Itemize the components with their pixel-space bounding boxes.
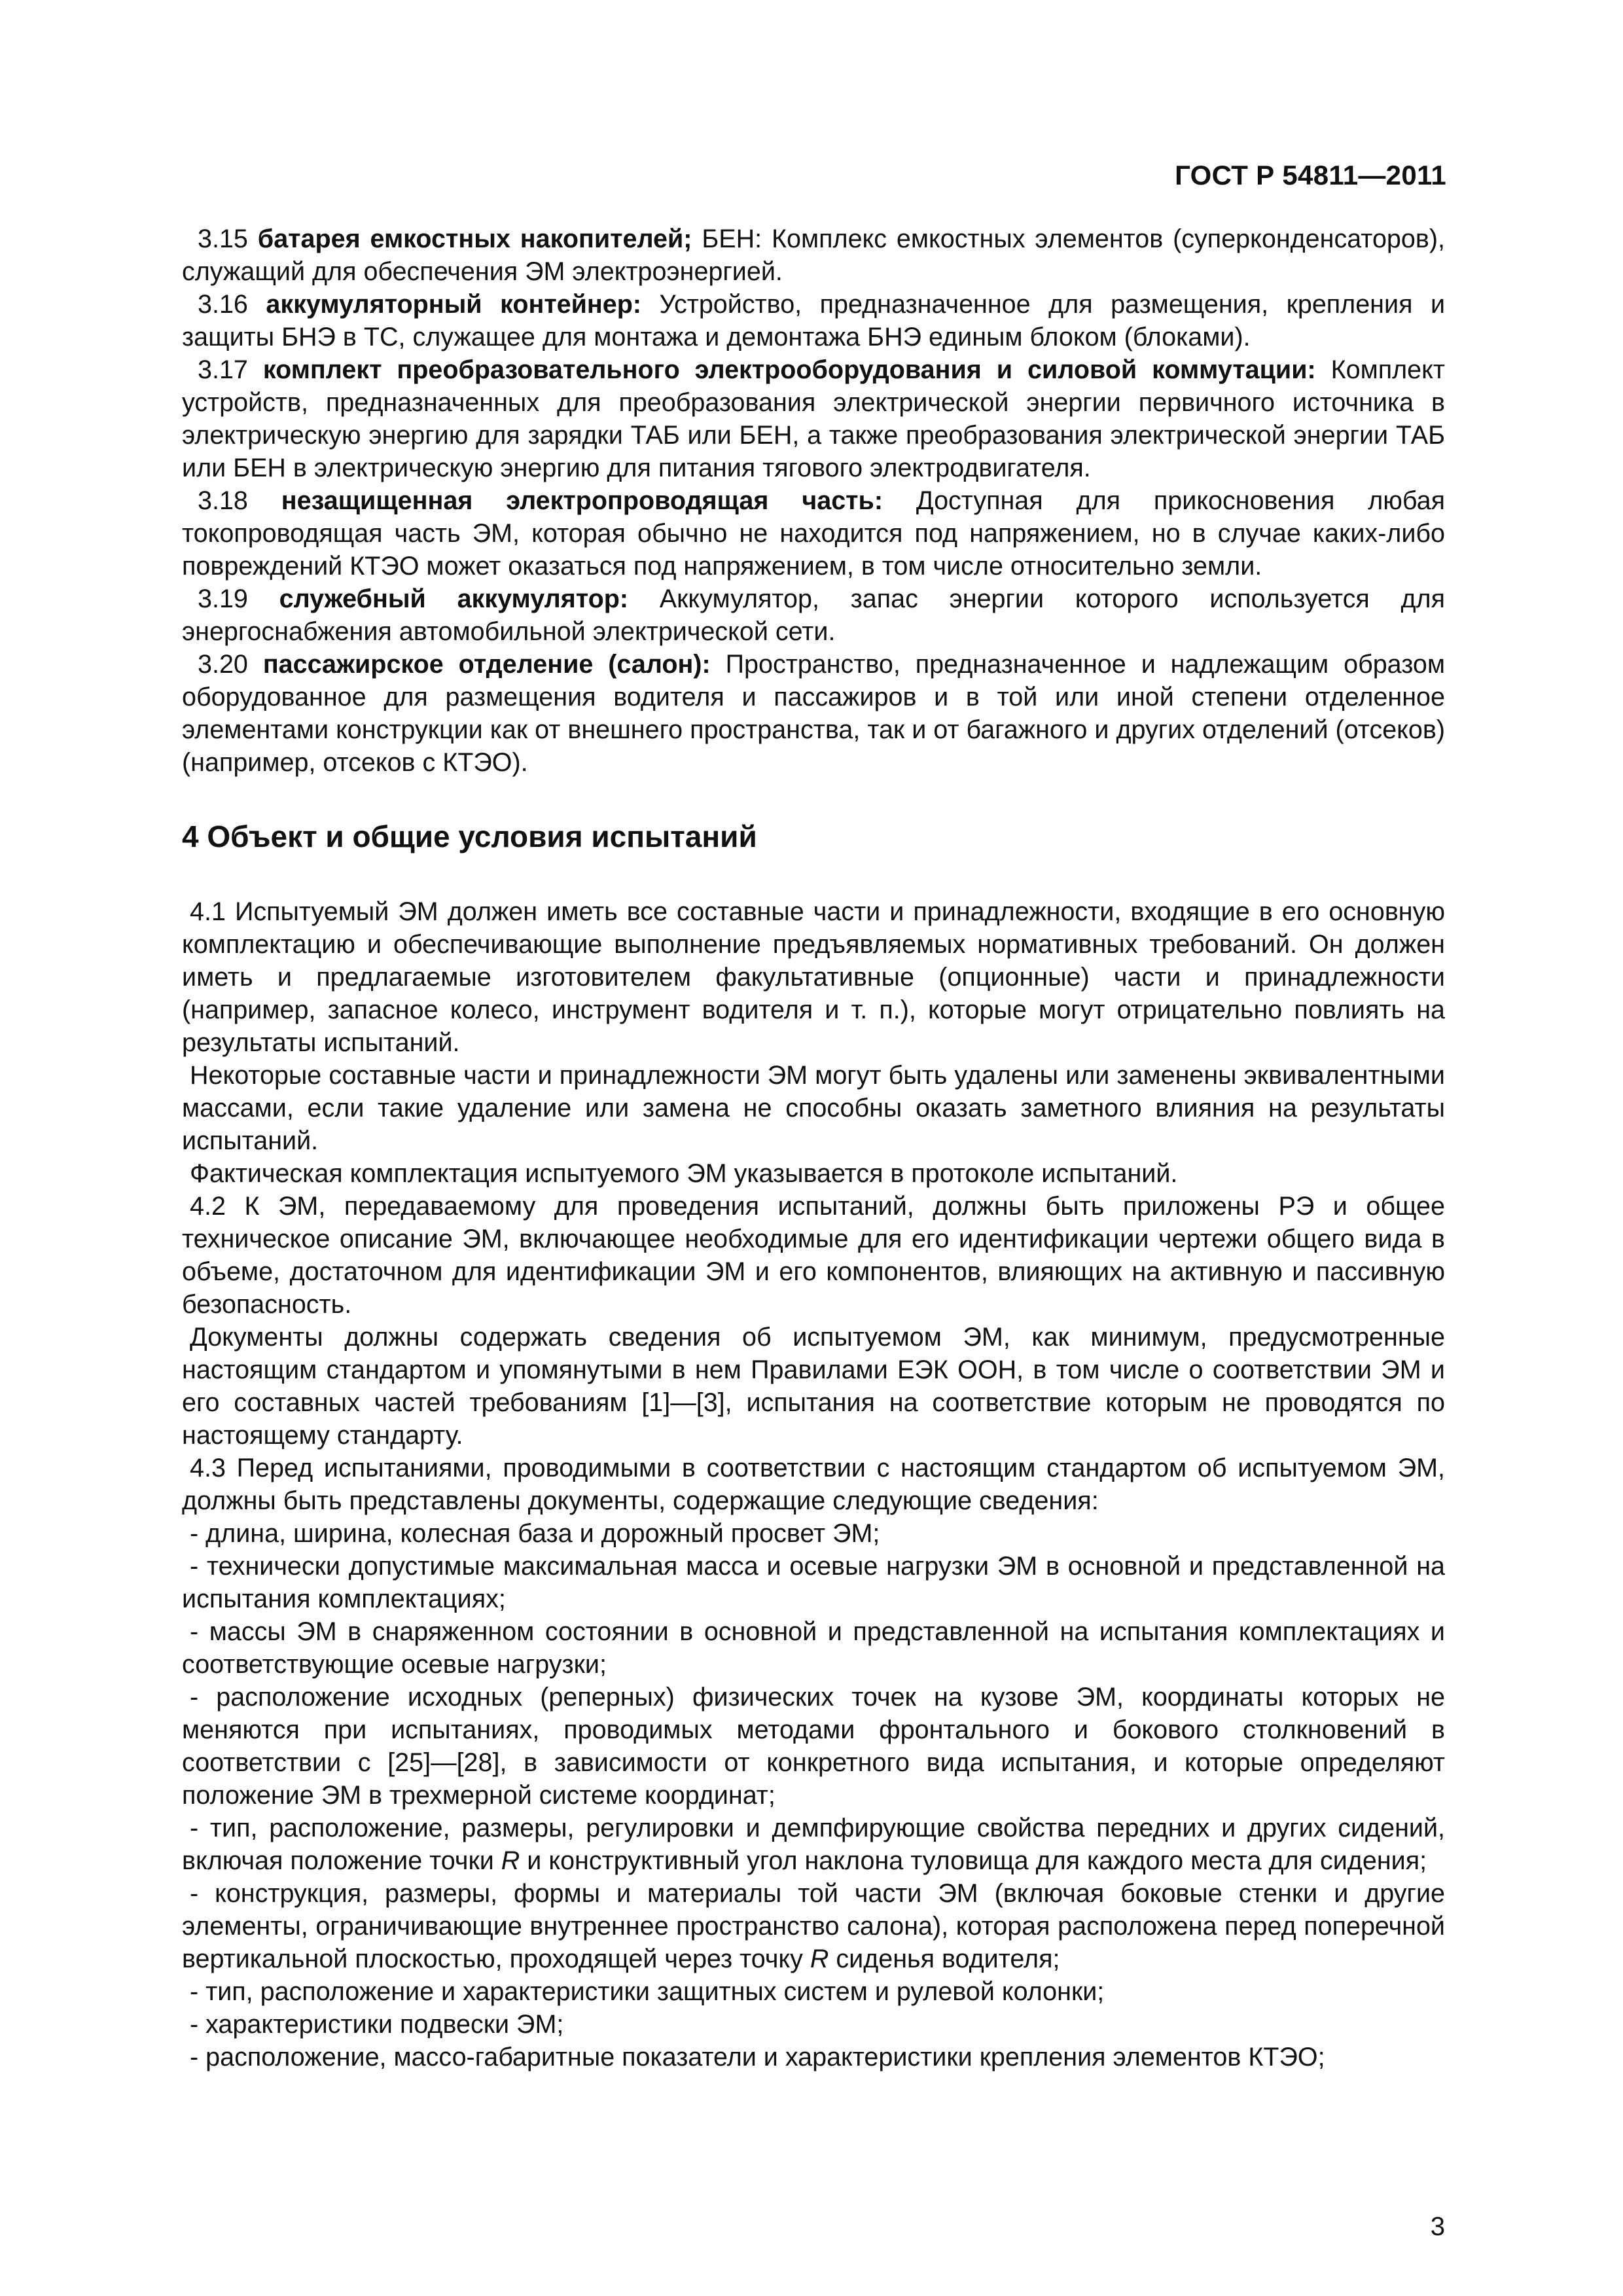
paragraph-4-2: 4.2 К ЭМ, передаваемому для проведения испытаний, должны быть приложены РЭ и общее техническое описание ЭМ, включающее необходимые для его идентификации чертежи общего вида в объеме, достаточном для идентификации ЭМ и его компонентов, влияющих на активную и пассивную безопасность. [182, 1192, 1445, 1319]
term-3-16: 3.16 аккумуляторный контейнер: Устройство, предназначенное для размещения, крепления и защиты БНЭ в ТС, служащее для монтажа и демонтажа БНЭ единым блоком (блоками). [182, 290, 1446, 351]
list-item: - расположение, массо-габаритные показатели и характеристики крепления элементов КТЭО; [190, 2043, 1325, 2072]
term-title: пассажирское отделение (салон): [262, 650, 711, 679]
paragraph-4-1-continued: Некоторые составные части и принадлежности ЭМ могут быть удалены или заменены эквивалентными массами, если такие удаление или замена не способны оказать заметного влияния на результаты испытаний. [182, 1061, 1445, 1155]
list-item: - тип, расположение, размеры, регулировки и демпфирующие свойства передних и других сидений, включая положение точки R и конструктивный угол наклона туловища для каждого места для сидения; [182, 1814, 1445, 1875]
term-title: батарея емкостных накопителей; [257, 224, 692, 253]
paragraph-4-3: 4.3 Перед испытаниями, проводимыми в соответствии с настоящим стандартом об испытуемом ЭМ, должны быть представлены документы, содержащие следующие сведения: [182, 1454, 1445, 1515]
term-definition: Аккумулятор, запас энергии которого используется для энергоснабжения автомобильной электрической сети. [182, 584, 1445, 646]
term-definition: БЕН: Комплекс емкостных элементов (суперконденсаторов), служащий для обеспечения ЭМ электроэнергией. [182, 224, 1445, 286]
document-code: ГОСТ Р 54811—2011 [1175, 160, 1446, 190]
document-body [182, 223, 1445, 2073]
term-3-18: 3.18 незащищенная электропроводящая часть: Доступная для прикосновения любая токопроводящая часть ЭМ, которая обычно не находится под напряжением, но в случае каких-либо повреждений КТЭО может оказаться под напряжением, в том числе относительно земли. [182, 486, 1445, 581]
term-title: комплект преобразовательного электрооборудования и силовой коммутации: [262, 355, 1316, 384]
term-definition: Устройство, предназначенное для размещения, крепления и защиты БНЭ в ТС, служащее для монтажа и демонтажа БНЭ единым блоком (блоками). [182, 290, 1446, 351]
term-definition: Доступная для прикосновения любая токопроводящая часть ЭМ, которая обычно не находится под напряжением, но в случае каких-либо повреждений КТЭО может оказаться под напряжением, в том числе относительно земли. [182, 486, 1445, 581]
list-item: - массы ЭМ в снаряженном состоянии в основной и представленной на испытания комплектациях и соответствующие осевые нагрузки; [182, 1617, 1445, 1679]
list-item: - длина, ширина, колесная база и дорожный просвет ЭМ; [190, 1519, 880, 1548]
term-3-17: 3.17 комплект преобразовательного электрооборудования и силовой коммутации: Комплект устройств, предназначенных для преобразования электрической энергии первичного источника в электрическую энергию для зарядки ТАБ или БЕН, а также преобразования электрической энергии ТАБ или БЕН в электрическую энергию для питания тягового электродвигателя. [182, 355, 1445, 482]
page-number: 3 [1430, 2212, 1445, 2241]
term-3-20: 3.20 пассажирское отделение (салон): Пространство, предназначенное и надлежащим образом оборудованное для размещения водителя и пассажиров и в той или иной степени отделенное элементами конструкции как от внешнего пространства, так и от багажного и других отделений (отсеков) (например, отсеков с КТЭО). [182, 650, 1445, 777]
term-title: аккумуляторный контейнер: [266, 290, 642, 319]
point-r-symbol: R [810, 1945, 829, 1973]
term-3-19: 3.19 служебный аккумулятор: Аккумулятор, запас энергии которого используется для энергоснабжения автомобильной электрической сети. [182, 584, 1445, 646]
list-item: - расположение исходных (реперных) физических точек на кузове ЭМ, координаты которых не меняются при испытаниях, проводимых методами фронтального и бокового столкновений в соответствии с [25]—[28], в зависимости от конкретного вида испытания, и которые определяют положение ЭМ в трехмерной системе координат; [182, 1683, 1445, 1810]
paragraph-4-1-note: Фактическая комплектация испытуемого ЭМ указывается в протоколе испытаний. [190, 1159, 1178, 1188]
section-heading: 4 Объект и общие условия испытаний [182, 819, 757, 853]
list-item: - характеристики подвески ЭМ; [190, 2010, 564, 2039]
term-definition: Комплект устройств, предназначенных для преобразования электрической энергии первичного источника в электрическую энергию для зарядки ТАБ или БЕН, а также преобразования электрической энергии ТАБ или БЕН в электрическую энергию для питания тягового электродвигателя. [182, 355, 1445, 482]
paragraph-4-1: 4.1 Испытуемый ЭМ должен иметь все составные части и принадлежности, входящие в его основную комплектацию и обеспечивающие выполнение предъявляемых нормативных требований. Он должен иметь и предлагаемые изготовителем факультативные (опционные) части и принадлежности (например, запасное колесо, инструмент водителя и т. п.), которые могут отрицательно повлиять на результаты испытаний. [182, 897, 1445, 1057]
list-item: - тип, расположение и характеристики защитных систем и рулевой колонки; [190, 1977, 1105, 2006]
list-item: - технически допустимые максимальная масса и осевые нагрузки ЭМ в основной и представленной на испытания комплектациях; [182, 1552, 1445, 1613]
point-r-symbol: R [501, 1846, 520, 1875]
paragraph-4-2-continued: Документы должны содержать сведения об испытуемом ЭМ, как минимум, предусмотренные настоящим стандартом и упомянутыми в нем Правилами ЕЭК ООН, в том числе о соответствии ЭМ и его составных частей требованиям [1]—[3], испытания на соответствие которым не проводятся по настоящему стандарту. [182, 1323, 1445, 1450]
term-3-15: 3.15 батарея емкостных накопителей; БЕН: Комплекс емкостных элементов (суперконденсаторов), служащий для обеспечения ЭМ электроэнергией. [182, 224, 1445, 286]
term-definition: Пространство, предназначенное и надлежащим образом оборудованное для размещения водителя и пассажиров и в той или иной степени отделенное элементами конструкции как от внешнего пространства, так и от багажного и других отделений (отсеков) (например, отсеков с КТЭО). [182, 650, 1445, 777]
list-item: - конструкция, размеры, формы и материалы той части ЭМ (включая боковые стенки и другие элементы, ограничивающие внутреннее пространство салона), которая расположена перед поперечной вертикальной плоскостью, проходящей через точку R сиденья водителя; [182, 1879, 1445, 1973]
term-title: служебный аккумулятор: [279, 584, 629, 613]
term-title: незащищенная электропроводящая часть: [281, 486, 883, 515]
